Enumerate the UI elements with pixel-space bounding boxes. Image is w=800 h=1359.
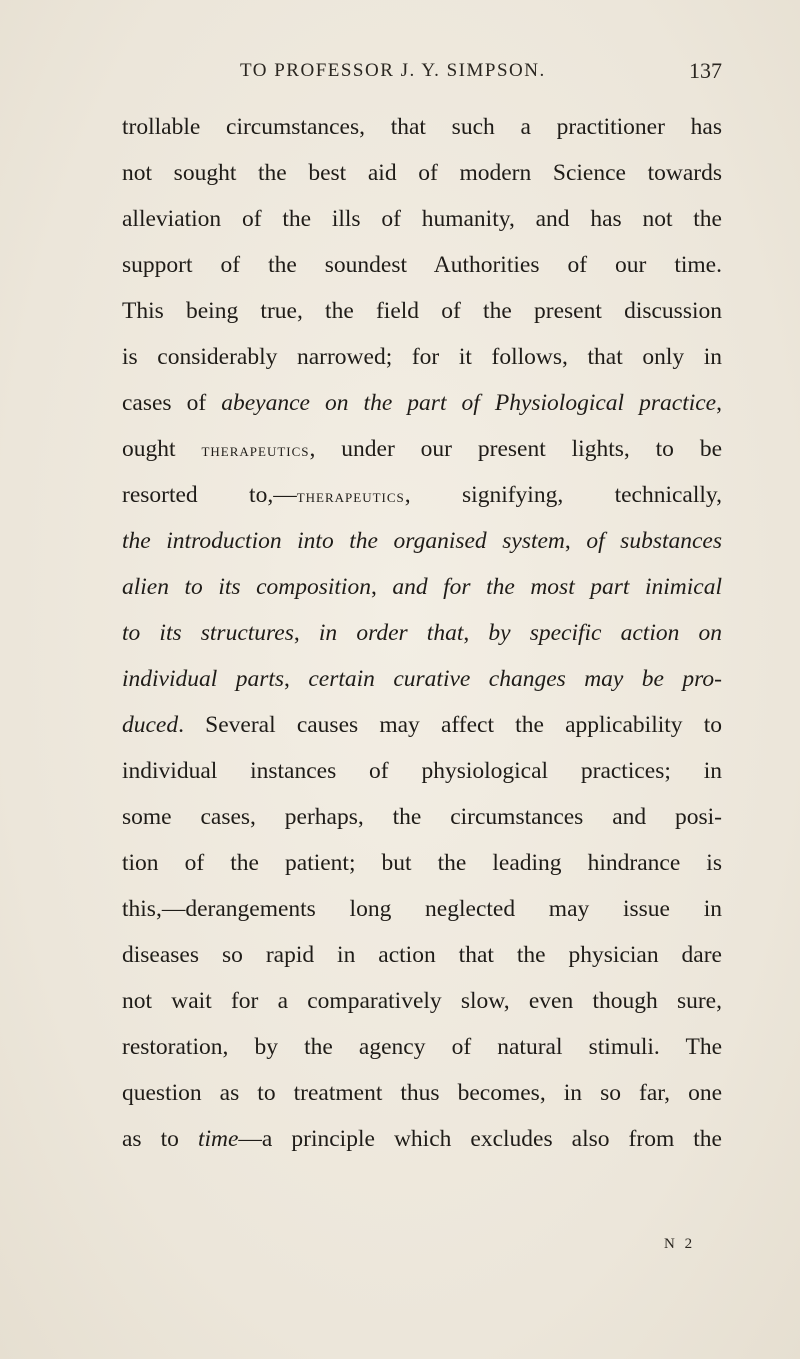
text-line	[122, 748, 722, 794]
text-line	[122, 1024, 722, 1070]
line-text: is considerably narrowed; for it follows, that only in	[122, 344, 722, 370]
italic-text: time	[197, 1126, 239, 1152]
line-text: , under our present lights, to be	[309, 436, 723, 462]
line-text: ,	[463, 620, 489, 646]
line-text: ,	[284, 666, 309, 692]
line-text: diseases so rapid in action that the physician dare	[122, 942, 722, 968]
line-text: individual instances of physiological practices; in	[122, 758, 722, 784]
line-text: cases of	[122, 390, 222, 416]
text-line	[122, 472, 722, 518]
italic-text: individual parts	[122, 666, 285, 692]
line-text: ,	[564, 528, 587, 554]
text-line	[122, 1070, 722, 1116]
page-number: 137	[689, 58, 722, 83]
text-line	[122, 1116, 722, 1162]
text-line	[122, 840, 722, 886]
text-line	[122, 380, 722, 426]
line-text: ,	[370, 574, 393, 600]
line-text: tion of the patient; but the leading hindrance is	[122, 850, 722, 876]
italic-text: to its structures	[122, 620, 294, 646]
text-line	[122, 334, 722, 380]
italic-text: the introduction into the organised system	[122, 528, 565, 554]
line-text: trollable circumstances, that such a practitioner has	[122, 114, 722, 140]
text-line	[122, 610, 722, 656]
italic-text: alien to its composition	[122, 574, 371, 600]
line-text: , signifying, technically,	[404, 482, 723, 508]
line-text: restoration, by the agency of natural stimuli. The	[122, 1034, 722, 1060]
line-text: alleviation of the ills of humanity, and has not the	[122, 206, 722, 232]
text-line	[122, 978, 722, 1024]
line-text: support of the soundest Authorities of our time.	[122, 252, 722, 278]
line-text: question as to treatment thus becomes, in so far, one	[122, 1080, 722, 1106]
line-text: not sought the best aid of modern Science towards	[122, 160, 722, 186]
signature-mark: N 2	[664, 1236, 696, 1252]
line-text: ,	[716, 390, 722, 416]
italic-text: certain curative changes may be pro-	[308, 666, 722, 692]
smallcaps-text: therapeutics	[201, 440, 310, 461]
text-line	[122, 518, 722, 564]
text-line	[122, 242, 722, 288]
text-line	[122, 426, 722, 472]
line-text: resorted to,—	[122, 482, 297, 508]
running-head: TO PROFESSOR J. Y. SIMPSON.	[240, 60, 546, 81]
text-line	[122, 564, 722, 610]
line-text: ,	[293, 620, 319, 646]
text-line	[122, 886, 722, 932]
line-text: ought	[122, 436, 202, 462]
text-line	[122, 196, 722, 242]
text-line	[122, 104, 722, 150]
italic-text: duced	[122, 712, 179, 738]
page-header	[122, 48, 722, 88]
italic-text: and for the most part inimical	[392, 574, 722, 600]
line-text: this,—derangements long neglected may issue in	[122, 896, 722, 922]
italic-text: in order that	[318, 620, 464, 646]
line-text: This being true, the field of the present discussion	[122, 298, 722, 324]
line-text: some cases, perhaps, the circumstances and posi-	[122, 804, 722, 830]
text-line	[122, 702, 722, 748]
smallcaps-text: therapeutics	[296, 486, 405, 507]
text-line	[122, 150, 722, 196]
italic-text: abeyance on the part of Physiological practice	[221, 390, 717, 416]
text-line	[122, 794, 722, 840]
text-line	[122, 656, 722, 702]
text-line	[122, 288, 722, 334]
text-line	[122, 932, 722, 978]
line-text: —a principle which excludes also from the	[238, 1126, 722, 1152]
italic-text: of substances	[586, 528, 722, 554]
line-text: as to	[122, 1126, 198, 1152]
body-text	[122, 104, 722, 1162]
italic-text: by specific action on	[488, 620, 722, 646]
line-text: . Several causes may affect the applicability to	[178, 712, 722, 738]
line-text: not wait for a comparatively slow, even though sure,	[122, 988, 722, 1014]
